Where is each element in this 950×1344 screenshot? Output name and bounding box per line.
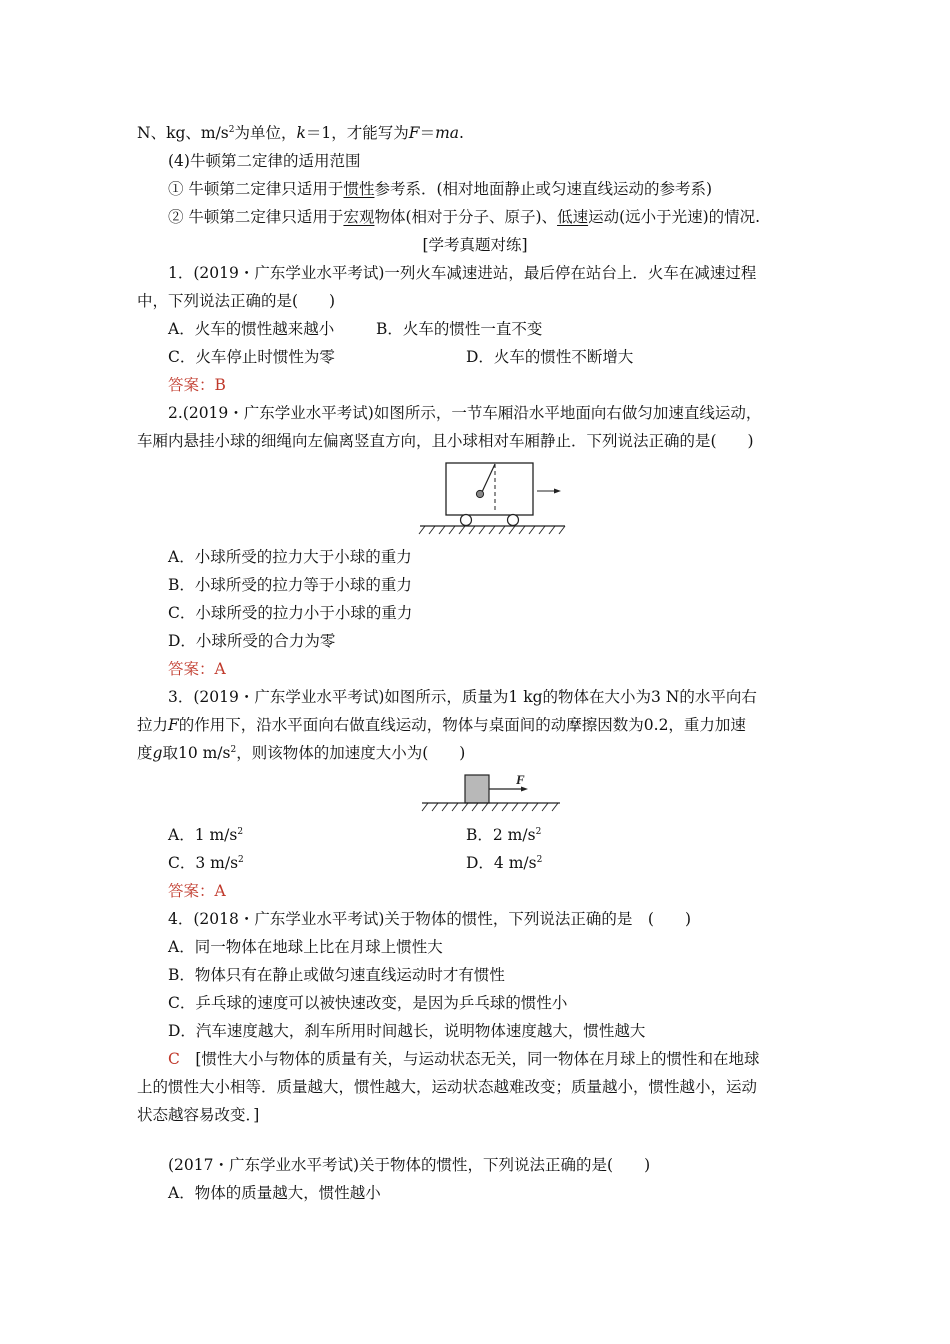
ground-hatching xyxy=(419,526,565,534)
q1-answer: 答案：B xyxy=(168,376,226,394)
q1-stem: 1．(2019・广东学业水平考试)一列火车减速进站，最后停在站台上．火车在减速过程 xyxy=(168,264,757,282)
q5-stem: (2017・广东学业水平考试)关于物体的惯性，下列说法正确的是( ) xyxy=(168,1156,651,1174)
q2-option-a: A．小球所受的拉力大于小球的重力 xyxy=(168,548,412,566)
q4-option-b: B．物体只有在静止或做匀速直线运动时才有惯性 xyxy=(168,966,505,984)
q4-option-a: A．同一物体在地球上比在月球上惯性大 xyxy=(168,938,443,956)
q4-option-c: C．乒乓球的速度可以被快速改变，是因为乒乓球的惯性小 xyxy=(168,994,568,1012)
q1-option-a: A．火车的惯性越来越小 xyxy=(168,320,335,338)
q2-option-c: C．小球所受的拉力小于小球的重力 xyxy=(168,604,413,622)
q2-answer: 答案：A xyxy=(168,660,226,678)
force-label: F xyxy=(516,772,525,787)
q2-option-d: D．小球所受的合力为零 xyxy=(168,632,336,650)
q3-stem-cont2: 度g取10 $m/s^2$，则该物体的加速度大小为( ) xyxy=(137,744,466,762)
left-wheel xyxy=(461,515,472,526)
q1-option-c: C．火车停止时惯性为零 xyxy=(168,348,335,366)
q4-option-d: D．汽车速度越大，刹车所用时间越长，说明物体速度越大，惯性越大 xyxy=(168,1022,646,1040)
pendulum-string xyxy=(482,464,495,492)
block-figure xyxy=(418,770,568,820)
q3-answer: 答案：A xyxy=(168,882,226,900)
q3-stem-cont: 拉力F的作用下，沿水平面向右做直线运动，物体与桌面间的动摩擦因数为0.2，重力加速 xyxy=(137,716,746,734)
q2-stem-cont: 车厢内悬挂小球的细绳向左偏离竖直方向，且小球相对车厢静止．下列说法正确的是( ) xyxy=(137,432,754,450)
q4-explanation: C [惯性大小与物体的质量有关，与运动状态无关，同一物体在月球上的惯性和在地球 xyxy=(168,1050,760,1068)
q1-stem-cont: 中，下列说法正确的是( ) xyxy=(137,292,336,310)
force-arrow-head xyxy=(521,787,528,792)
q5-option-a: A．物体的质量越大，惯性越小 xyxy=(168,1184,381,1202)
railcar-body xyxy=(446,463,533,515)
q4-explanation-cont: 上的惯性大小相等．质量越大，惯性越大，运动状态越难改变；质量越小，惯性越小，运动 xyxy=(137,1078,758,1096)
right-wheel xyxy=(508,515,519,526)
block xyxy=(465,775,489,803)
q4-explanation-cont2: 状态越容易改变．] xyxy=(137,1106,260,1124)
table-hatching xyxy=(422,803,558,811)
scope-item-2: ② 牛顿第二定律只适用于宏观物体(相对于分子、原子)、低速运动(远小于光速)的情况. xyxy=(168,208,761,226)
q2-option-b: B．小球所受的拉力等于小球的重力 xyxy=(168,576,412,594)
q3-stem: 3．(2019・广东学业水平考试)如图所示，质量为1 kg的物体在大小为3 N的水平向右 xyxy=(168,688,757,706)
q3-option-c: C．3 $m/s^2$ xyxy=(168,854,244,872)
scope-title: (4)牛顿第二定律的适用范围 xyxy=(168,152,361,170)
q4-stem: 4．(2018・广东学业水平考试)关于物体的惯性，下列说法正确的是 ( ) xyxy=(168,910,691,928)
q3-option-d: D．4 $m/s^2$ xyxy=(466,854,543,872)
intro-line: N、kg、$m/s^2$为单位，k＝1，才能写为F＝ma. xyxy=(137,124,464,142)
q3-option-a: A．1 $m/s^2$ xyxy=(168,826,244,844)
q1-option-b: B．火车的惯性一直不变 xyxy=(376,320,543,338)
q4-answer-letter: C xyxy=(168,1050,180,1068)
acceleration-arrow-head xyxy=(554,489,561,494)
scope-item-1: ① 牛顿第二定律只适用于惯性参考系．(相对地面静止或匀速直线运动的参考系) xyxy=(168,180,713,198)
section-title: [学考真题对练] xyxy=(422,236,528,254)
railcar-figure xyxy=(415,458,575,540)
q2-stem: 2.(2019・广东学业水平考试)如图所示，一节车厢沿水平地面向右做匀加速直线运动， xyxy=(168,404,762,422)
pendulum-ball xyxy=(476,490,483,497)
q3-option-b: B．2 $m/s^2$ xyxy=(466,826,542,844)
q1-option-d: D．火车的惯性不断增大 xyxy=(466,348,634,366)
